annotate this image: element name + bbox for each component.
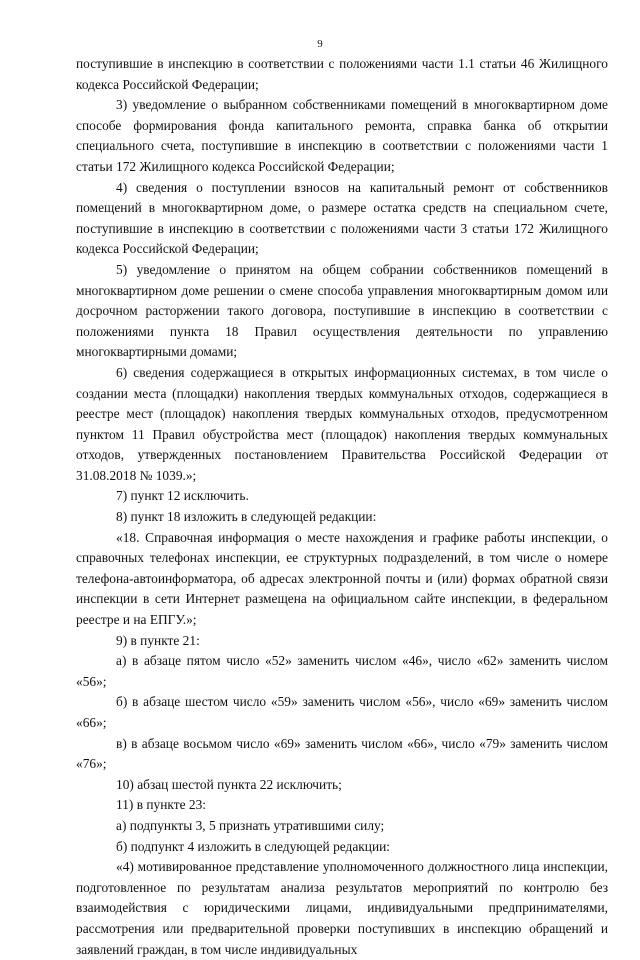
paragraph-item-11b: б) подпункт 4 изложить в следующей редакции:	[116, 838, 391, 854]
paragraph-item-9: 9) в пункте 21:	[116, 632, 200, 648]
paragraph-continuation: поступившие в инспекцию в соответствии с положениями части 1.1 статьи 46 Жилищного кодекса Российской Федерации;	[76, 56, 608, 92]
paragraph-item-9b: б) в абзаце шестом число «59» заменить числом «56», число «69» заменить числом «66»;	[76, 694, 608, 730]
paragraph-item-10: 10) абзац шестой пункта 22 исключить;	[116, 776, 342, 792]
paragraph-item-5: 5) уведомление о принятом на общем собрании собственников помещений в многоквартирном доме решении о смене способа управления многоквартирным домом или досрочном расторжении такого договора, поступившие в инспекцию в соответствии с положениями пункта 18 Правил осуществления деятельности по управлению многоквартирными домами;	[76, 261, 608, 360]
paragraph-item-6: 6) сведения содержащиеся в открытых информационных системах, в том числе о создании места (площадки) накопления твердых коммунальных отходов, содержащиеся в реестре мест (площадок) накопления твердых коммунальных отходов, предусмотренном пунктом 11 Правил обустройства мест (площадок) накопления твердых коммунальных отходов, утвержденных постановлением Правительства Российской Федерации от 31.08.2018 № 1039.»;	[76, 364, 608, 483]
page-number: 9	[317, 38, 323, 50]
paragraph-item-8: 8) пункт 18 изложить в следующей редакции:	[116, 509, 377, 525]
paragraph-item-7: 7) пункт 12 исключить.	[116, 488, 249, 504]
paragraph-item-11: 11) в пункте 23:	[116, 797, 206, 813]
paragraph-item-3: 3) уведомление о выбранном собственниками помещений в многоквартирном доме способе формирования фонда капитального ремонта, справка банка об открытии специального счета, поступившие в инспекцию в соответствии с положениями части 1 статьи 172 Жилищного кодекса Российской Федерации;	[76, 97, 608, 174]
document-body	[76, 54, 608, 957]
paragraph-item-11a: а) подпункты 3, 5 признать утратившими силу;	[116, 817, 385, 833]
paragraph-clause-18: «18. Справочная информация о месте нахождения и графике работы инспекции, о справочных телефонах инспекции, ее структурных подразделений, в том числе о номере телефона-автоинформатора, об адресах электронной почты и (или) формах обратной связи инспекции в сети Интернет размещена на официальном сайте инспекции, в федеральном реестре и на ЕПГУ.»;	[76, 529, 608, 628]
paragraph-item-4: 4) сведения о поступлении взносов на капитальный ремонт от собственников помещений в многоквартирном доме, о размере остатка средств на специальном счете, поступившие в инспекцию в соответствии с положениями части 3 статьи 172 Жилищного кодекса Российской Федерации;	[76, 179, 608, 257]
paragraph-item-9a: а) в абзаце пятом число «52» заменить числом «46», число «62» заменить числом «56»;	[76, 653, 608, 689]
paragraph-item-9v: в) в абзаце восьмом число «69» заменить числом «66», число «79» заменить числом «76»;	[76, 735, 608, 772]
paragraph-subclause-4: «4) мотивированное представление уполномоченного должностного лица инспекции, подготовленное по результатам анализа результатов мероприятий по контролю без взаимодействия с юридическими лицами, индивидуальными предпринимателями, рассмотрения или предварительной проверки поступивших в инспекцию обращений и заявлений граждан, в том числе индивидуальных	[76, 859, 608, 957]
